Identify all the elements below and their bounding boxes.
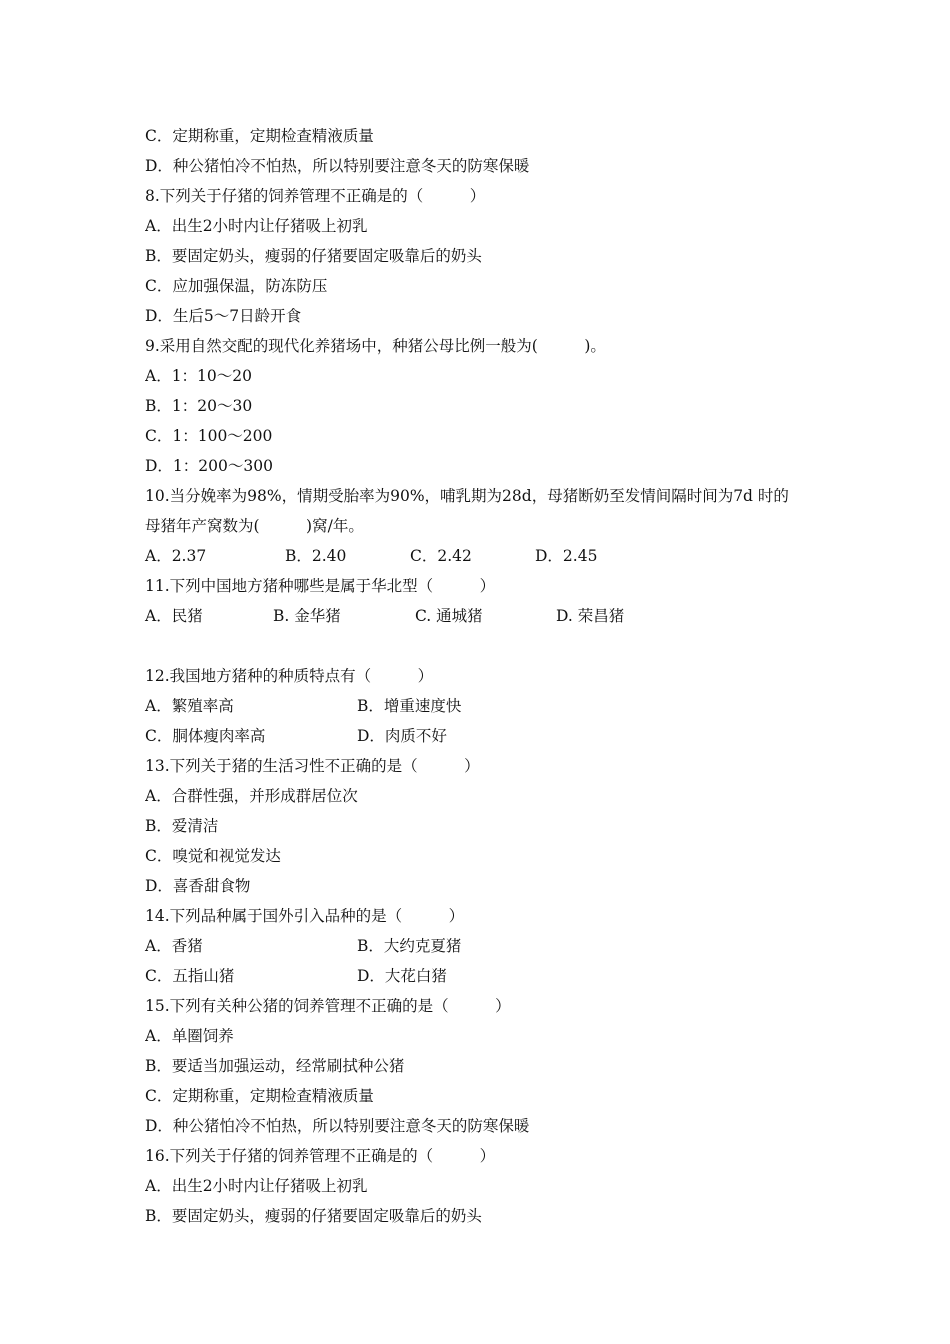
option-d: D．肉质不好 (357, 727, 447, 745)
option-d: D．2.45 (535, 547, 598, 565)
option-line: B．要固定奶头，瘦弱的仔猪要固定吸靠后的奶头 (145, 247, 482, 265)
option-line: B．1：20～30 (145, 397, 253, 415)
q14-options-row-1 (145, 931, 825, 961)
q12-options-row-2 (145, 721, 825, 751)
option-a: A．香猪 (145, 937, 203, 955)
option-b: B. 金华猪 (273, 607, 341, 625)
option-line: A．出生2小时内让仔猪吸上初乳 (145, 1177, 368, 1195)
question-stem: 11.下列中国地方猪种哪些是属于华北型（ ） (145, 577, 496, 595)
q11-options-row (145, 601, 825, 631)
question-stem: 14.下列品种属于国外引入品种的是（ ） (145, 907, 465, 925)
option-line: A．出生2小时内让仔猪吸上初乳 (145, 217, 368, 235)
option-c: C．2.42 (410, 547, 472, 565)
question-stem: 母猪年产窝数为( )窝/年。 (145, 517, 364, 535)
option-b: B．2.40 (285, 547, 347, 565)
option-line: B．要固定奶头，瘦弱的仔猪要固定吸靠后的奶头 (145, 1207, 482, 1225)
q14-options-row-2 (145, 961, 825, 991)
option-d: D．大花白猪 (357, 967, 447, 985)
question-stem: 15.下列有关种公猪的饲养管理不正确的是（ ） (145, 997, 511, 1015)
option-line: D．喜香甜食物 (145, 877, 251, 895)
q10-options-row (145, 541, 825, 571)
q12-options-row-1 (145, 691, 825, 721)
option-a: A．2.37 (145, 547, 207, 565)
question-stem: 16.下列关于仔猪的饲养管理不正确是的（ ） (145, 1147, 496, 1165)
option-line: D．1：200～300 (145, 457, 273, 475)
option-line: D．种公猪怕冷不怕热，所以特别要注意冬天的防寒保暖 (145, 1117, 530, 1135)
text-line: C．定期称重，定期检查精液质量 (145, 127, 374, 145)
option-a: A．民猪 (145, 607, 203, 625)
option-b: B．大约克夏猪 (357, 937, 462, 955)
question-stem: 10.当分娩率为98%，情期受胎率为90%，哺乳期为28d，母猪断奶至发情间隔时间为7d 时的 (145, 487, 789, 505)
option-line: C．应加强保温，防冻防压 (145, 277, 328, 295)
question-stem: 12.我国地方猪种的种质特点有（ ） (145, 667, 434, 685)
option-line: D．生后5～7日龄开食 (145, 307, 302, 325)
option-line: C．1：100～200 (145, 427, 273, 445)
option-line: B．要适当加强运动，经常刷拭种公猪 (145, 1057, 405, 1075)
option-line: A．合群性强，并形成群居位次 (145, 787, 358, 805)
option-a: A．繁殖率高 (145, 697, 234, 715)
option-c: C．五指山猪 (145, 967, 235, 985)
question-stem: 8.下列关于仔猪的饲养管理不正确是的（ ） (145, 187, 486, 205)
text-line: D．种公猪怕冷不怕热，所以特别要注意冬天的防寒保暖 (145, 157, 530, 175)
option-c: C．胴体瘦肉率高 (145, 727, 266, 745)
option-line: B．爱清洁 (145, 817, 219, 835)
option-b: B．增重速度快 (357, 697, 462, 715)
blank-line (145, 631, 825, 661)
option-line: A．单圈饲养 (145, 1027, 234, 1045)
option-c: C. 通城猪 (415, 607, 483, 625)
option-d: D. 荣昌猪 (556, 607, 625, 625)
option-line: C．嗅觉和视觉发达 (145, 847, 281, 865)
option-line: C．定期称重，定期检查精液质量 (145, 1087, 374, 1105)
question-stem: 13.下列关于猪的生活习性不正确的是（ ） (145, 757, 480, 775)
question-content (145, 121, 825, 1231)
option-line: A．1：10～20 (145, 367, 253, 385)
question-stem: 9.采用自然交配的现代化养猪场中，种猪公母比例一般为( )。 (145, 337, 606, 355)
